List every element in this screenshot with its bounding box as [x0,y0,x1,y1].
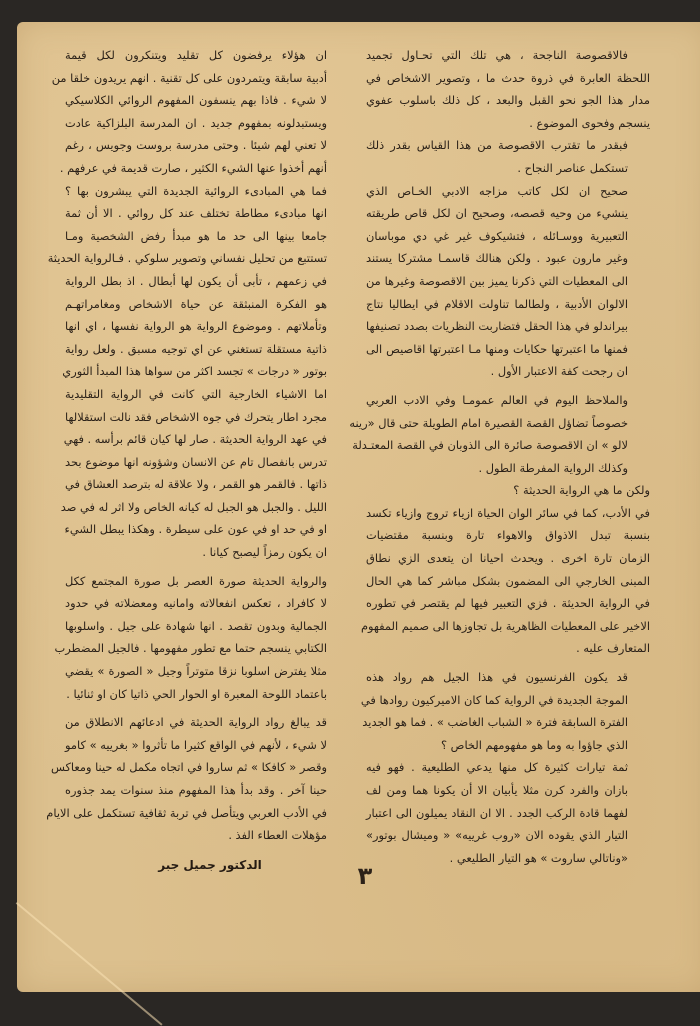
text-line: المبنى الخارجي الى المضمون بشكل مباشر كما هي الحال [366,573,650,588]
text-line: ان هؤلاء يرفضون كل تقليد ويتنكرون لكل قيمة [65,48,327,62]
text-line: مثلا يفترض اسلوبا نزقا متوتراً وجيل « الصورة » يقضي [65,664,327,679]
text-line: ان يكون رمزاً ليصبح كيانا . [202,545,327,560]
text-line: المتعارف عليه . [576,641,650,656]
text-line: قد يكون الفرنسيون في هذا الجيل هم رواد هذه [366,670,628,685]
left-column-text [46,44,349,847]
text-line: فالاقصوصة الناجحة ، هي تلك التي تحـاول تجميد [366,48,628,62]
text-line: الى المعطيات التي ذكرنا يميز بين الاقصوصة وغيرها من [366,273,628,288]
text-line: في عهد الرواية الحديثة . صار لها كيان قائم برأسه . فهي [63,432,327,447]
text-line: الذي جاؤوا به وما هو مفهومهم الخاص ؟ [441,737,628,752]
text-line: وكذلك الرواية المفرطة الطول . [478,460,628,475]
text-line: لا كافراد ، تعكس انفعالاته وامانيه ومعضلاته في حدود [65,596,327,611]
text-line: الكتابي ينسجم حتما مع تطور مفهومها . فالجيل المضطرب [54,641,327,656]
text-line: الليل . والجبل هو الجبل له كيانه الخاص ولا اثر له في صد [60,499,327,514]
text-line: في الرواية الحديثة . فزي التعبير فيها لم يقتصر في تطوره [366,596,650,611]
text-line: الالوان الأدبية ، ولطالما تناولت الاقلام في ايطاليا نتاج [366,296,628,311]
text-line: بازان والفرد كرن مثلا يأبيان الا أن يكونا هما ومن لف [366,783,628,797]
text-line: فما هي المبادىء الروائية الجديدة التي يبشرون بها ؟ [65,183,327,198]
text-line: تستكمل عناصر النجاح . [517,160,628,175]
text-line: تدرس بانفصال تام عن الانسان وشؤونه انها موضوع بحد [65,454,327,469]
text-line: ذاتها . فالقمر هو القمر ، ولا علاقة له بترصد العشاق في [65,477,327,492]
text-line: في الأدب، كما في سائر الوان الحياة ازياء تروج وازياء تكسد [366,505,650,520]
text-line: وتأملاتهم . وموضوع الرواية هو الرواية نفسها ، اي انها [65,319,327,334]
text-line: ولكن ما هي الرواية الحديثة ؟ [513,483,650,498]
text-line: ينشيء من وحيه قصصه، وصحيح ان لكل قاص طريقته [366,206,628,221]
text-line: الفترة السابقة فترة « الشباب الغاضب » . فما هو الجديد [362,715,628,730]
text-line: ويستبدلونه بمفهوم جديد . ان المدرسة البلزاكية عادت [65,115,327,130]
author-signature: الدكتور جميل جبر [158,858,262,872]
text-line: تستتبع من تحليل نفساني وتصوير سلوكي . فـالرواية الحديثة [47,251,327,266]
text-line: ينسجم وفحوى الموضوع . [529,115,650,130]
text-line: باعتماد اللوحة المعبرة او الحوار الحي ذاتيا كان او ثنائيا . [66,686,327,701]
text-line: لا تعني لهم شيئا . وحتى مدرسة بروست وجويس ، رغم [65,138,327,153]
text-line: حينا آخر . وقد بدأ هذا المفهوم منذ سنوات يمد جذوره [65,783,327,797]
text-line: ان رجحت كفة الاعتبار الأول . [490,364,628,379]
text-line: والملاحظ اليوم في العالم عمومـا وفي الادب العربي [366,392,628,407]
text-line: جامعا بينها الى حد ما هو مبدأ رفض الشخصية ومـا [65,228,327,243]
text-line: ثمة تيارات كثيرة كل منها يدعي الطليعية . فهو فيه [366,760,628,775]
text-line: بنسبة تبدل الاذواق والاهواء تارة وبنسبة مقتضيات [366,528,650,543]
text-line: خصوصاً تضاؤل القصة القصيرة امام الطويلة حتى قال «رينه [349,415,628,430]
text-line: هو الفكرة المنبثقة عن حياة الاشخاص ومغامراتهـم [65,296,327,311]
text-line: الزمان تارة اخرى . ويحدث احيانا ان يتعدى الزي نطاق [366,551,650,566]
paper-crease [16,902,163,1026]
text-line: اما الاشياء الخارجية التي كانت في الرواية التقليدية [65,386,327,401]
text-line: بيراندلو في هذا الحقل فتضاربت النظريات بصدد تصنيفها [365,319,628,334]
text-line: «وناتالي ساروت » هو التيار الطليعي . [449,850,628,865]
text-line: والرواية الحديثة صورة العصر بل صورة المجتمع ككل [65,573,327,588]
text-line: الموجة الجديدة في الرواية كما كان الاميركيون روادها في [360,692,628,707]
text-line: مؤهلات العطاء الفذ . [228,828,327,843]
text-line: الجمالية وبدون تقصد . انها شهادة على جيل . واسلوبها [65,618,327,633]
text-line: مجرد اطار يتحرك في جوه الاشخاص فقد نالت استقلالها [65,409,327,424]
text-line: صحيح ان لكل كاتب مزاجه الادبي الخـاص الذي [366,183,628,198]
text-line: وغير مارون عبود . ولكن هنالك قاسمـا مشتركا يستند [366,251,628,266]
text-line: أدبية سابقة ويتمردون على كل تقنية . انهم يريدون خلقا من [51,70,327,85]
text-line: لا شيء . فاذا بهم ينسفون المفهوم الروائي الكلاسيكي [65,93,327,108]
text-line: التعبيرية ووسـائله ، فتشيكوف غير غي دي موباسان [366,228,628,243]
text-line: لفهما قادة الركب الجدد . الا ان النقاد يميلون الى اعتبار [366,805,628,820]
text-line: او في حد او في عون على سيطرة . وهكذا يبطل الشيء [64,522,327,537]
text-line: فمنها ما اعتبرتها حكايات ومنها مـا اعتبرتها اقاصيص الى [366,341,628,356]
text-line: أنهم أخذوا عنها الشيء الكثير ، صارت قديمة في عرفهم . [59,160,327,175]
text-line: انها مبادىء مطاطة تختلف عند كل روائي . الا أن ثمة [65,206,327,221]
text-line: بوتور « درجات » تجسد اكثر من سواها هذا المبدأ الثوري [62,364,327,379]
text-line: ذاتية مستقلة تستغني عن اي توجيه مسبق . ولعل رواية [65,341,327,356]
text-line: فبقدر ما تقترب الاقصوصة من هذا القياس بقدر ذلك [366,138,628,153]
text-line: في زعمهم ، تأبى أن يكون لها أبطال . اذ بطل الرواية [65,273,327,288]
text-line: التيار الذي يقوده الان «روب غرييه» « وميشال بوتور» [366,828,628,843]
text-line: في الأدب العربي ويتأصل في تربة ثقافية تستكمل على الايام [46,805,327,820]
text-line: وقصر « كافكا » ثم ساروا في اتجاه مكمل له حينا ومعاكس [50,760,327,775]
text-line: اللحظة العابرة في ذروة حدث ما ، وتصوير الاشخاص في [366,70,650,85]
text-line: الاخير على المعطيات الظاهرية بل تجاوزها الى صميم المفهوم [360,618,650,633]
text-line: لا شيء ، لأنهم في الواقع كثيرا ما تأثروا « بغرييه » كامو [65,737,327,752]
right-column-text [349,44,650,869]
text-line: قد يبالغ رواد الرواية الحديثة في ادعائهم الانطلاق من [65,715,327,730]
page-number: ٣ [357,862,373,890]
text-line: لالو » ان الاقصوصة صائرة الى الذوبان في القصة المعتـدلة [352,438,628,453]
text-line: مدار هذا الجو نحو القبل والبعد ، كل ذلك باسلوب عفوي [366,93,650,108]
